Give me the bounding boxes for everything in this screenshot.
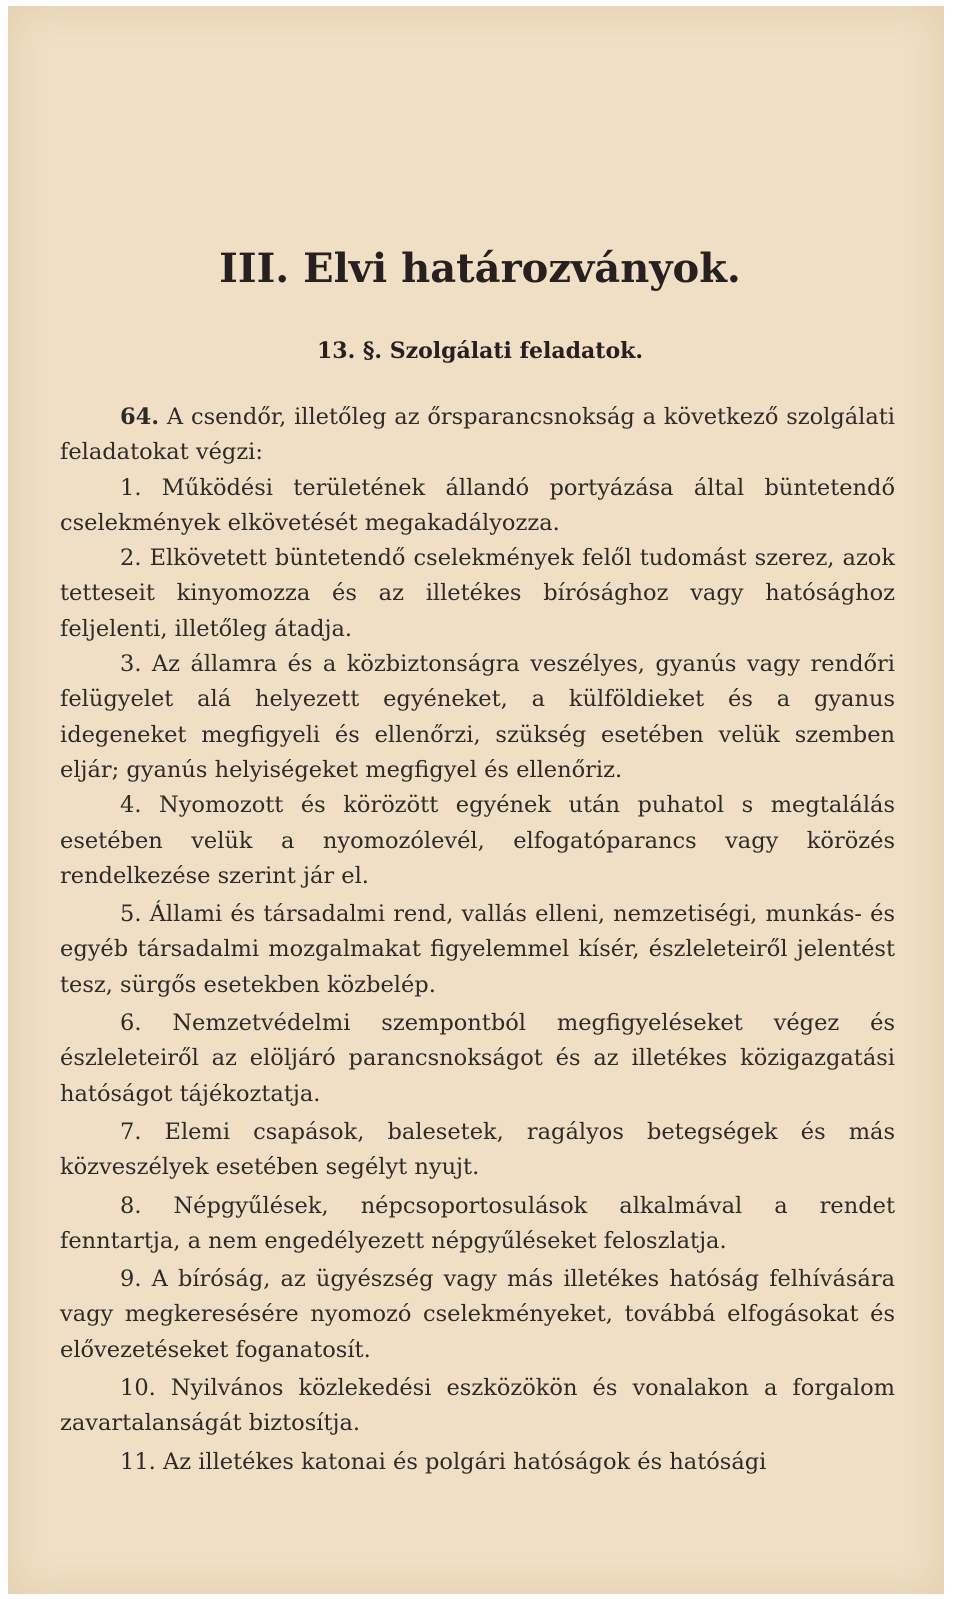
body-text: [60, 400, 895, 1480]
list-item: [60, 541, 895, 647]
item-number: 5.: [120, 901, 142, 928]
item-text: A bíróság, az ügyészség vagy más illetékes hatóság felhívására vagy megkeresésére nyomozó cselekményeket, továbbá elfogásokat és elővezetéseket foganatosít.: [60, 1266, 895, 1363]
item-text: Az illetékes katonai és polgári hatóságok és hatósági: [155, 1448, 767, 1475]
item-number: 11.: [120, 1448, 156, 1475]
list-item: [60, 1445, 895, 1480]
list-item: [60, 647, 895, 788]
list-item: [60, 1371, 895, 1442]
page-title: III. Elvi határozványok.: [219, 245, 741, 292]
section-heading: 13. §. Szolgálati feladatok.: [316, 338, 644, 364]
item-number: 9.: [120, 1266, 142, 1293]
item-number: 3.: [120, 651, 142, 678]
item-text: Elkövetett büntetendő cselekmények felől tudomást szerez, azok tetteseit kinyomozza és az illetékes bírósághoz vagy hatósághoz feljelenti, illetőleg átadja.: [60, 545, 895, 642]
item-text: Állami és társadalmi rend, vallás elleni, nemzetiségi, munkás- és egyéb társadalmi mozgalmakat figyelemmel kísér, észleleteiről jelentést tesz, sürgős esetekben közbelép.: [60, 901, 895, 998]
list-item: [60, 1189, 895, 1260]
list-item: [60, 471, 895, 542]
item-number: 6.: [120, 1010, 142, 1037]
item-text: Működési területének állandó portyázása által büntetendő cselekmények elkövetését megakadályozza.: [60, 474, 895, 536]
item-text: Nemzetvédelmi szempontból megfigyeléseket végez és észleleteiről az elöljáró parancsnokságot és az illetékes közigazgatási hatóságot tájékoztatja.: [60, 1010, 895, 1107]
list-item: [60, 1262, 895, 1368]
item-number: 7.: [120, 1118, 142, 1145]
list-item: [60, 1115, 895, 1186]
paragraph-text: A csendőr, illetőleg az őrsparancsnokság a következő szolgálati feladatokat végzi:: [60, 404, 895, 466]
item-text: Népgyűlések, népcsoportosulások alkalmával a rendet fenntartja, a nem engedélyezett népgyűléseket feloszlatja.: [60, 1192, 895, 1254]
item-number: 1.: [120, 474, 142, 501]
item-text: Nyomozott és körözött egyének után puhatol s megtalálás esetében velük a nyomozólevél, elfogatóparancs vagy körözés rendelkezése szerint jár el.: [60, 792, 895, 889]
list-item: [60, 788, 895, 894]
list-item: [60, 1006, 895, 1112]
item-number: 4.: [120, 792, 142, 819]
list-item: [60, 897, 895, 1003]
item-number: 2.: [120, 545, 142, 572]
item-text: Az államra és a közbiztonságra veszélyes, gyanús vagy rendőri felügyelet alá helyezett egyéneket, a külföldieket és a gyanus idegeneket megfigyeli és ellenőrzi, szükség esetében velük szemben eljár; gyanús helyiségeket megfigyel és ellenőriz.: [60, 651, 895, 783]
item-text: Elemi csapások, balesetek, ragályos betegségek és más közveszélyek esetében segélyt nyujt.: [60, 1118, 895, 1181]
paragraph: [60, 400, 895, 471]
item-text: Nyilvános közlekedési eszközökön és vonalakon a forgalom zavartalanságát biztosítja.: [60, 1375, 895, 1437]
paragraph-number: 64.: [120, 404, 160, 430]
item-number: 10.: [120, 1375, 156, 1402]
item-number: 8.: [120, 1192, 142, 1219]
